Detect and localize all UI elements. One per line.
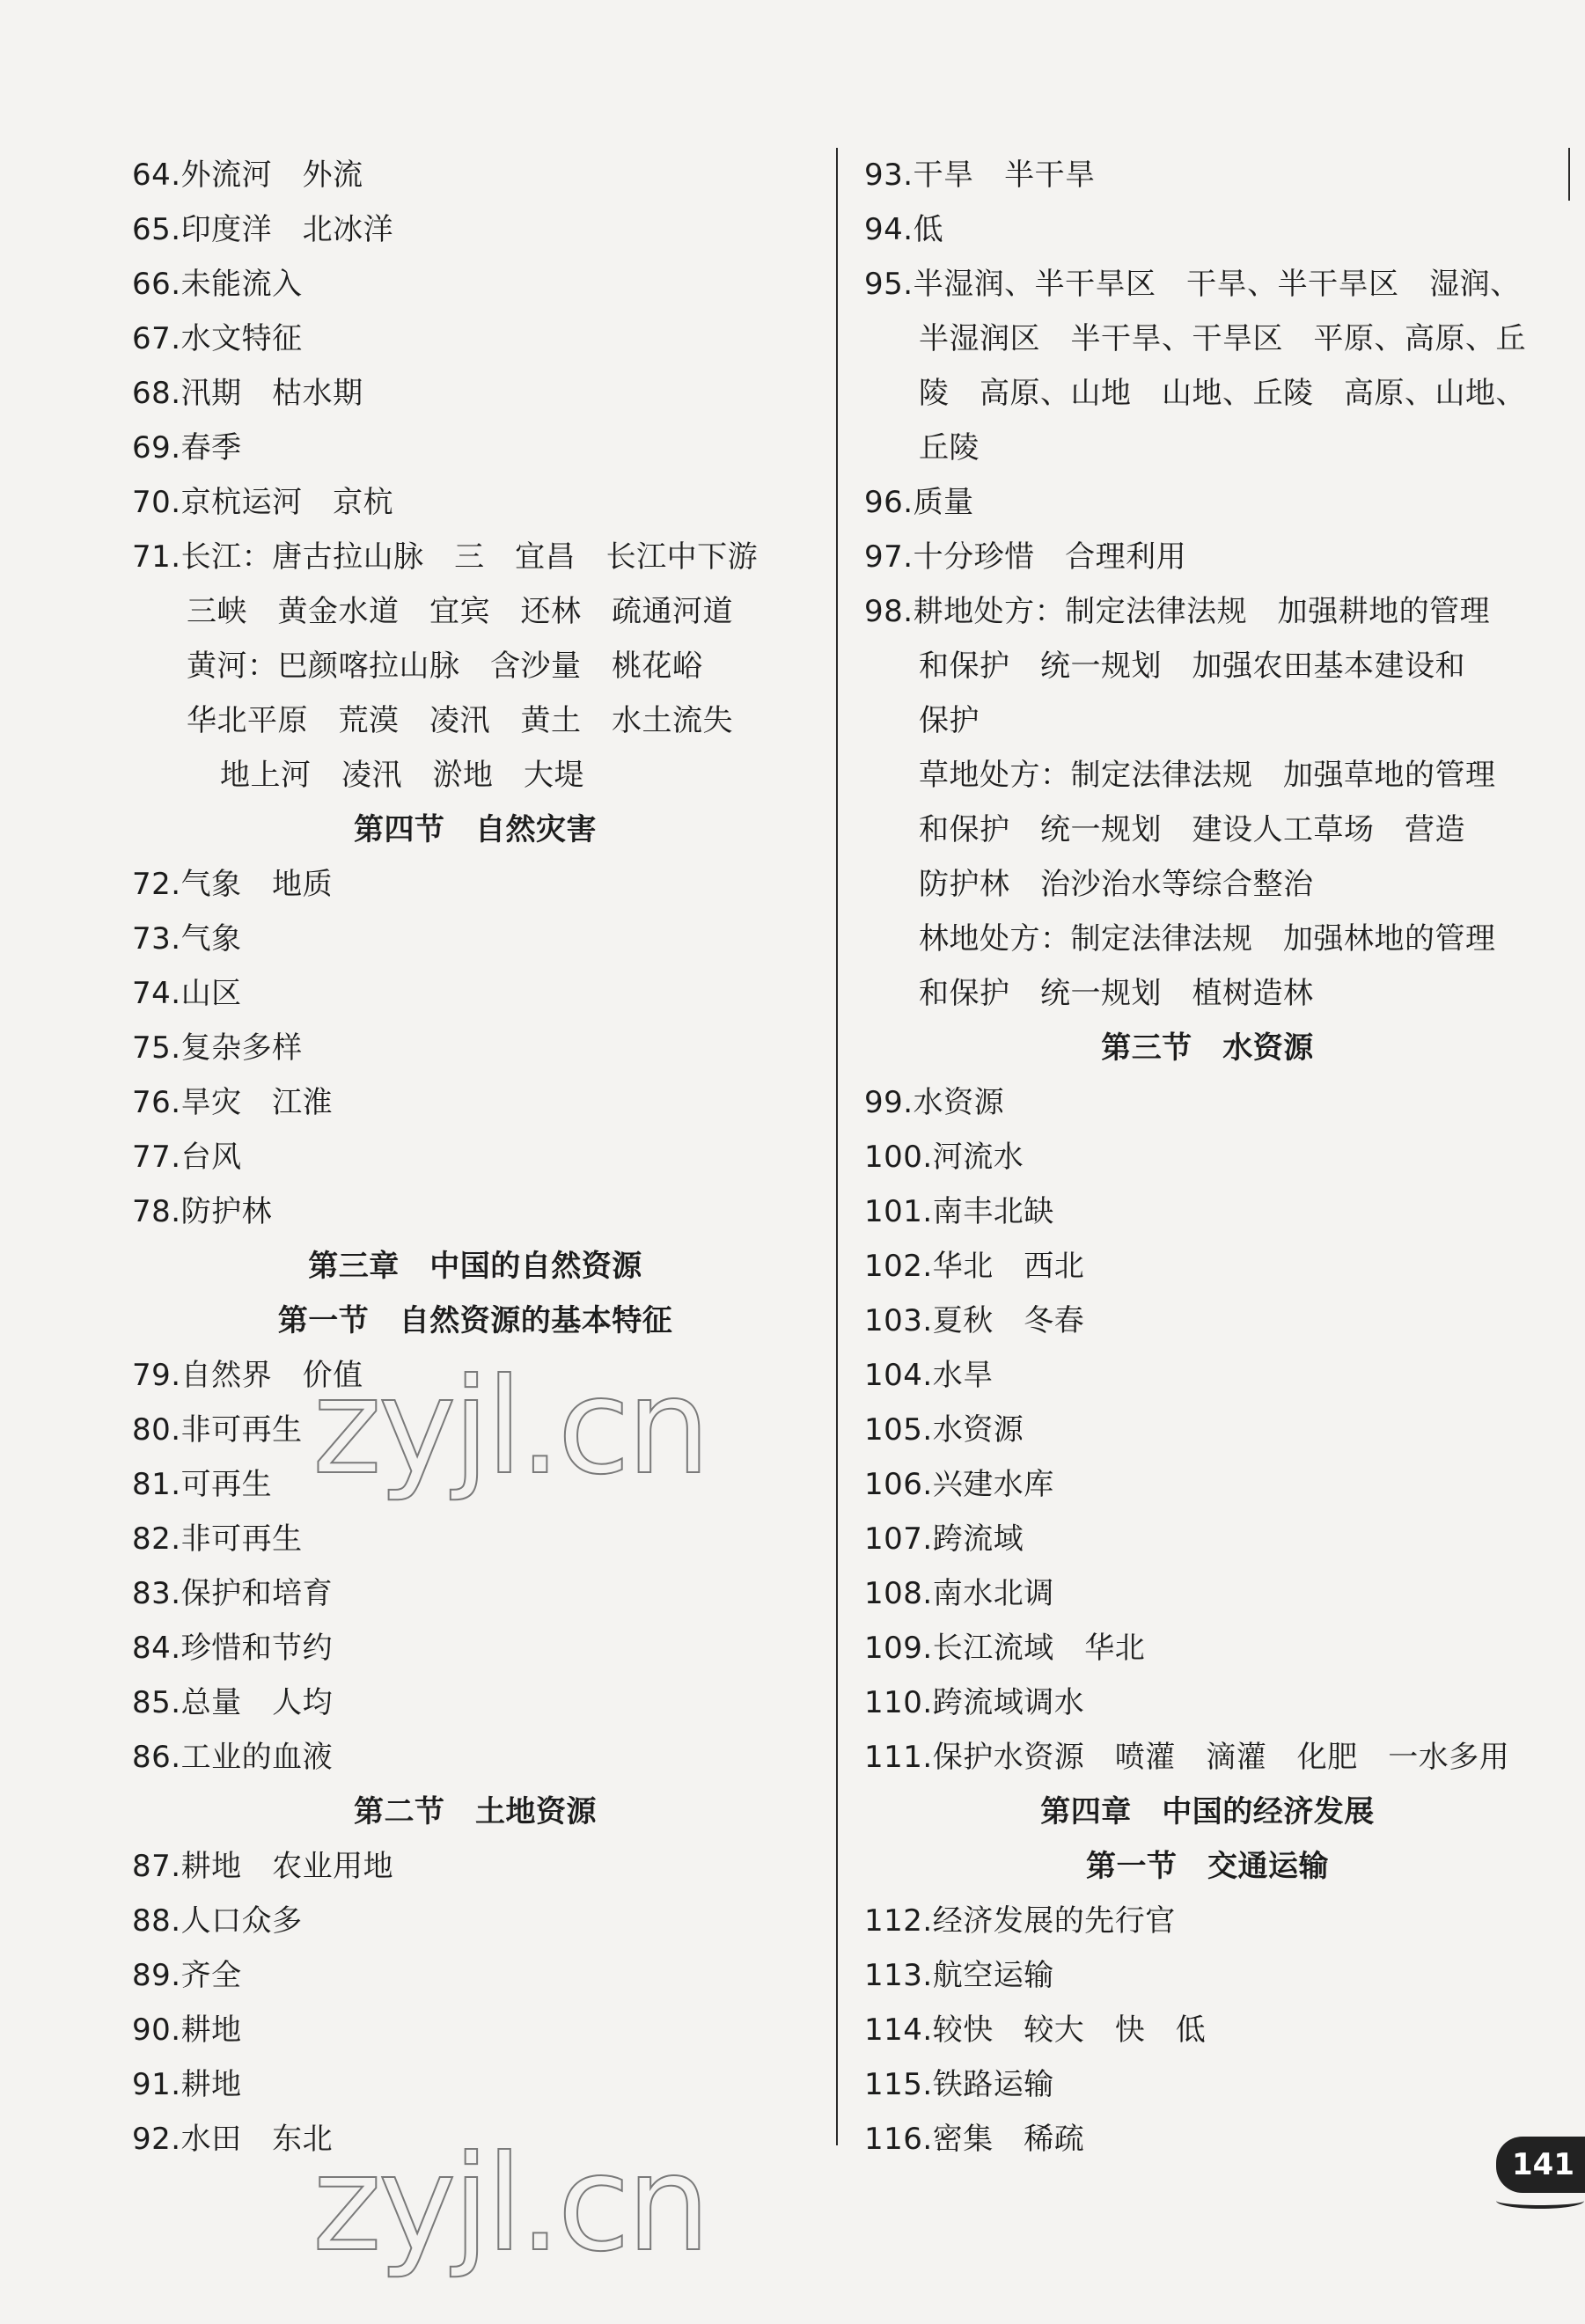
answer-line: 108.南水北调: [864, 1576, 1054, 1611]
section-heading: 第二节 土地资源: [354, 1794, 597, 1829]
right-column: [864, 148, 1551, 2166]
answer-line: 109.长江流域 华北: [864, 1631, 1146, 1666]
answer-line: 105.水资源: [864, 1412, 1024, 1448]
answer-line: 林地处方：制定法律法规 加强林地的管理: [919, 921, 1496, 957]
answer-line: 96.质量: [864, 485, 974, 520]
answer-line: 丘陵: [919, 430, 980, 466]
answer-line: 91.耕地: [132, 2067, 242, 2102]
answer-line: 陵 高原、山地 山地、丘陵 高原、山地、: [919, 376, 1526, 411]
watermark-bottom: zyjl.cn: [312, 2128, 708, 2281]
answer-line: 95.半湿润、半干旱区 干旱、半干旱区 湿润、: [864, 267, 1521, 302]
answer-line: 102.华北 西北: [864, 1249, 1085, 1284]
answer-line: 110.跨流域调水: [864, 1685, 1085, 1720]
answer-line: 112.经济发展的先行官: [864, 1903, 1176, 1939]
answer-line: 89.齐全: [132, 1958, 242, 1993]
right-edge-rule: [1568, 148, 1570, 201]
answer-line: 77.台风: [132, 1140, 242, 1175]
answer-line: 71.长江：唐古拉山脉 三 宜昌 长江中下游: [132, 539, 759, 575]
book-icon: [1496, 2193, 1584, 2209]
answer-line: 90.耕地: [132, 2012, 242, 2048]
answer-line: 94.低: [864, 212, 944, 247]
answer-line: 101.南丰北缺: [864, 1194, 1054, 1229]
left-column: [132, 148, 818, 2166]
answer-line: 和保护 统一规划 建设人工草场 营造: [919, 812, 1465, 847]
answer-line: 87.耕地 农业用地: [132, 1849, 394, 1884]
answer-line: 75.复杂多样: [132, 1030, 303, 1066]
answer-line: 100.河流水: [864, 1140, 1024, 1175]
answer-line: 67.水文特征: [132, 321, 303, 356]
answer-line: 74.山区: [132, 976, 242, 1011]
answer-line: 114.较快 较大 快 低: [864, 2012, 1207, 2048]
answer-line: 116.密集 稀疏: [864, 2122, 1085, 2157]
answer-line: 99.水资源: [864, 1085, 1005, 1120]
answer-line: 三峡 黄金水道 宜宾 还林 疏通河道: [187, 594, 733, 629]
section-heading: 第一节 自然资源的基本特征: [277, 1303, 673, 1338]
section-heading: 第一节 交通运输: [1086, 1849, 1329, 1884]
answer-line: 防护林 治沙治水等综合整治: [919, 867, 1314, 902]
section-heading: 第三章 中国的自然资源: [308, 1249, 642, 1284]
answer-line: 72.气象 地质: [132, 867, 334, 902]
answer-line: 86.工业的血液: [132, 1740, 334, 1775]
answer-line: 111.保护水资源 喷灌 滴灌 化肥 一水多用: [864, 1740, 1510, 1775]
section-heading: 第四章 中国的经济发展: [1040, 1794, 1375, 1829]
answer-line: 64.外流河 外流: [132, 158, 363, 193]
answer-line: 66.未能流入: [132, 267, 303, 302]
answer-line: 88.人口众多: [132, 1903, 303, 1939]
section-heading: 第三节 水资源: [1101, 1030, 1314, 1066]
answer-line: 113.航空运输: [864, 1958, 1054, 1993]
answer-line: 地上河 凌汛 淤地 大堤: [220, 758, 584, 793]
answer-line: 68.汛期 枯水期: [132, 376, 363, 411]
page-number: 141: [1512, 2147, 1574, 2182]
watermark-top: zyjl.cn: [312, 1351, 708, 1504]
answer-line: 和保护 统一规划 加强农田基本建设和: [919, 649, 1465, 684]
answer-line: 半湿润区 半干旱、干旱区 平原、高原、丘: [919, 321, 1526, 356]
column-divider: [836, 148, 838, 2145]
answer-line: 81.可再生: [132, 1467, 273, 1502]
answer-line: 106.兴建水库: [864, 1467, 1054, 1502]
section-heading: 第四节 自然灾害: [354, 812, 597, 847]
answer-line: 保护: [919, 703, 980, 738]
answer-line: 84.珍惜和节约: [132, 1631, 334, 1666]
answer-line: 83.保护和培育: [132, 1576, 334, 1611]
answer-line: 82.非可再生: [132, 1521, 303, 1557]
answer-line: 103.夏秋 冬春: [864, 1303, 1085, 1338]
answer-line: 92.水田 东北: [132, 2122, 334, 2157]
answer-line: 85.总量 人均: [132, 1685, 334, 1720]
answer-line: 和保护 统一规划 植树造林: [919, 976, 1314, 1011]
answer-line: 97.十分珍惜 合理利用: [864, 539, 1187, 575]
answer-line: 69.春季: [132, 430, 242, 466]
answer-line: 73.气象: [132, 921, 242, 957]
answer-line: 76.旱灾 江淮: [132, 1085, 334, 1120]
answer-line: 黄河：巴颜喀拉山脉 含沙量 桃花峪: [187, 649, 703, 684]
answer-line: 115.铁路运输: [864, 2067, 1054, 2102]
answer-line: 104.水旱: [864, 1358, 994, 1393]
answer-line: 70.京杭运河 京杭: [132, 485, 394, 520]
answer-line: 78.防护林: [132, 1194, 273, 1229]
answer-line: 107.跨流域: [864, 1521, 1024, 1557]
answer-line: 79.自然界 价值: [132, 1358, 363, 1393]
answer-line: 93.干旱 半干旱: [864, 158, 1096, 193]
answer-line: 65.印度洋 北冰洋: [132, 212, 394, 247]
answer-line: 80.非可再生: [132, 1412, 303, 1448]
answer-line: 华北平原 荒漠 凌汛 黄土 水土流失: [187, 703, 733, 738]
answer-line: 草地处方：制定法律法规 加强草地的管理: [919, 758, 1496, 793]
answer-line: 98.耕地处方：制定法律法规 加强耕地的管理: [864, 594, 1491, 629]
